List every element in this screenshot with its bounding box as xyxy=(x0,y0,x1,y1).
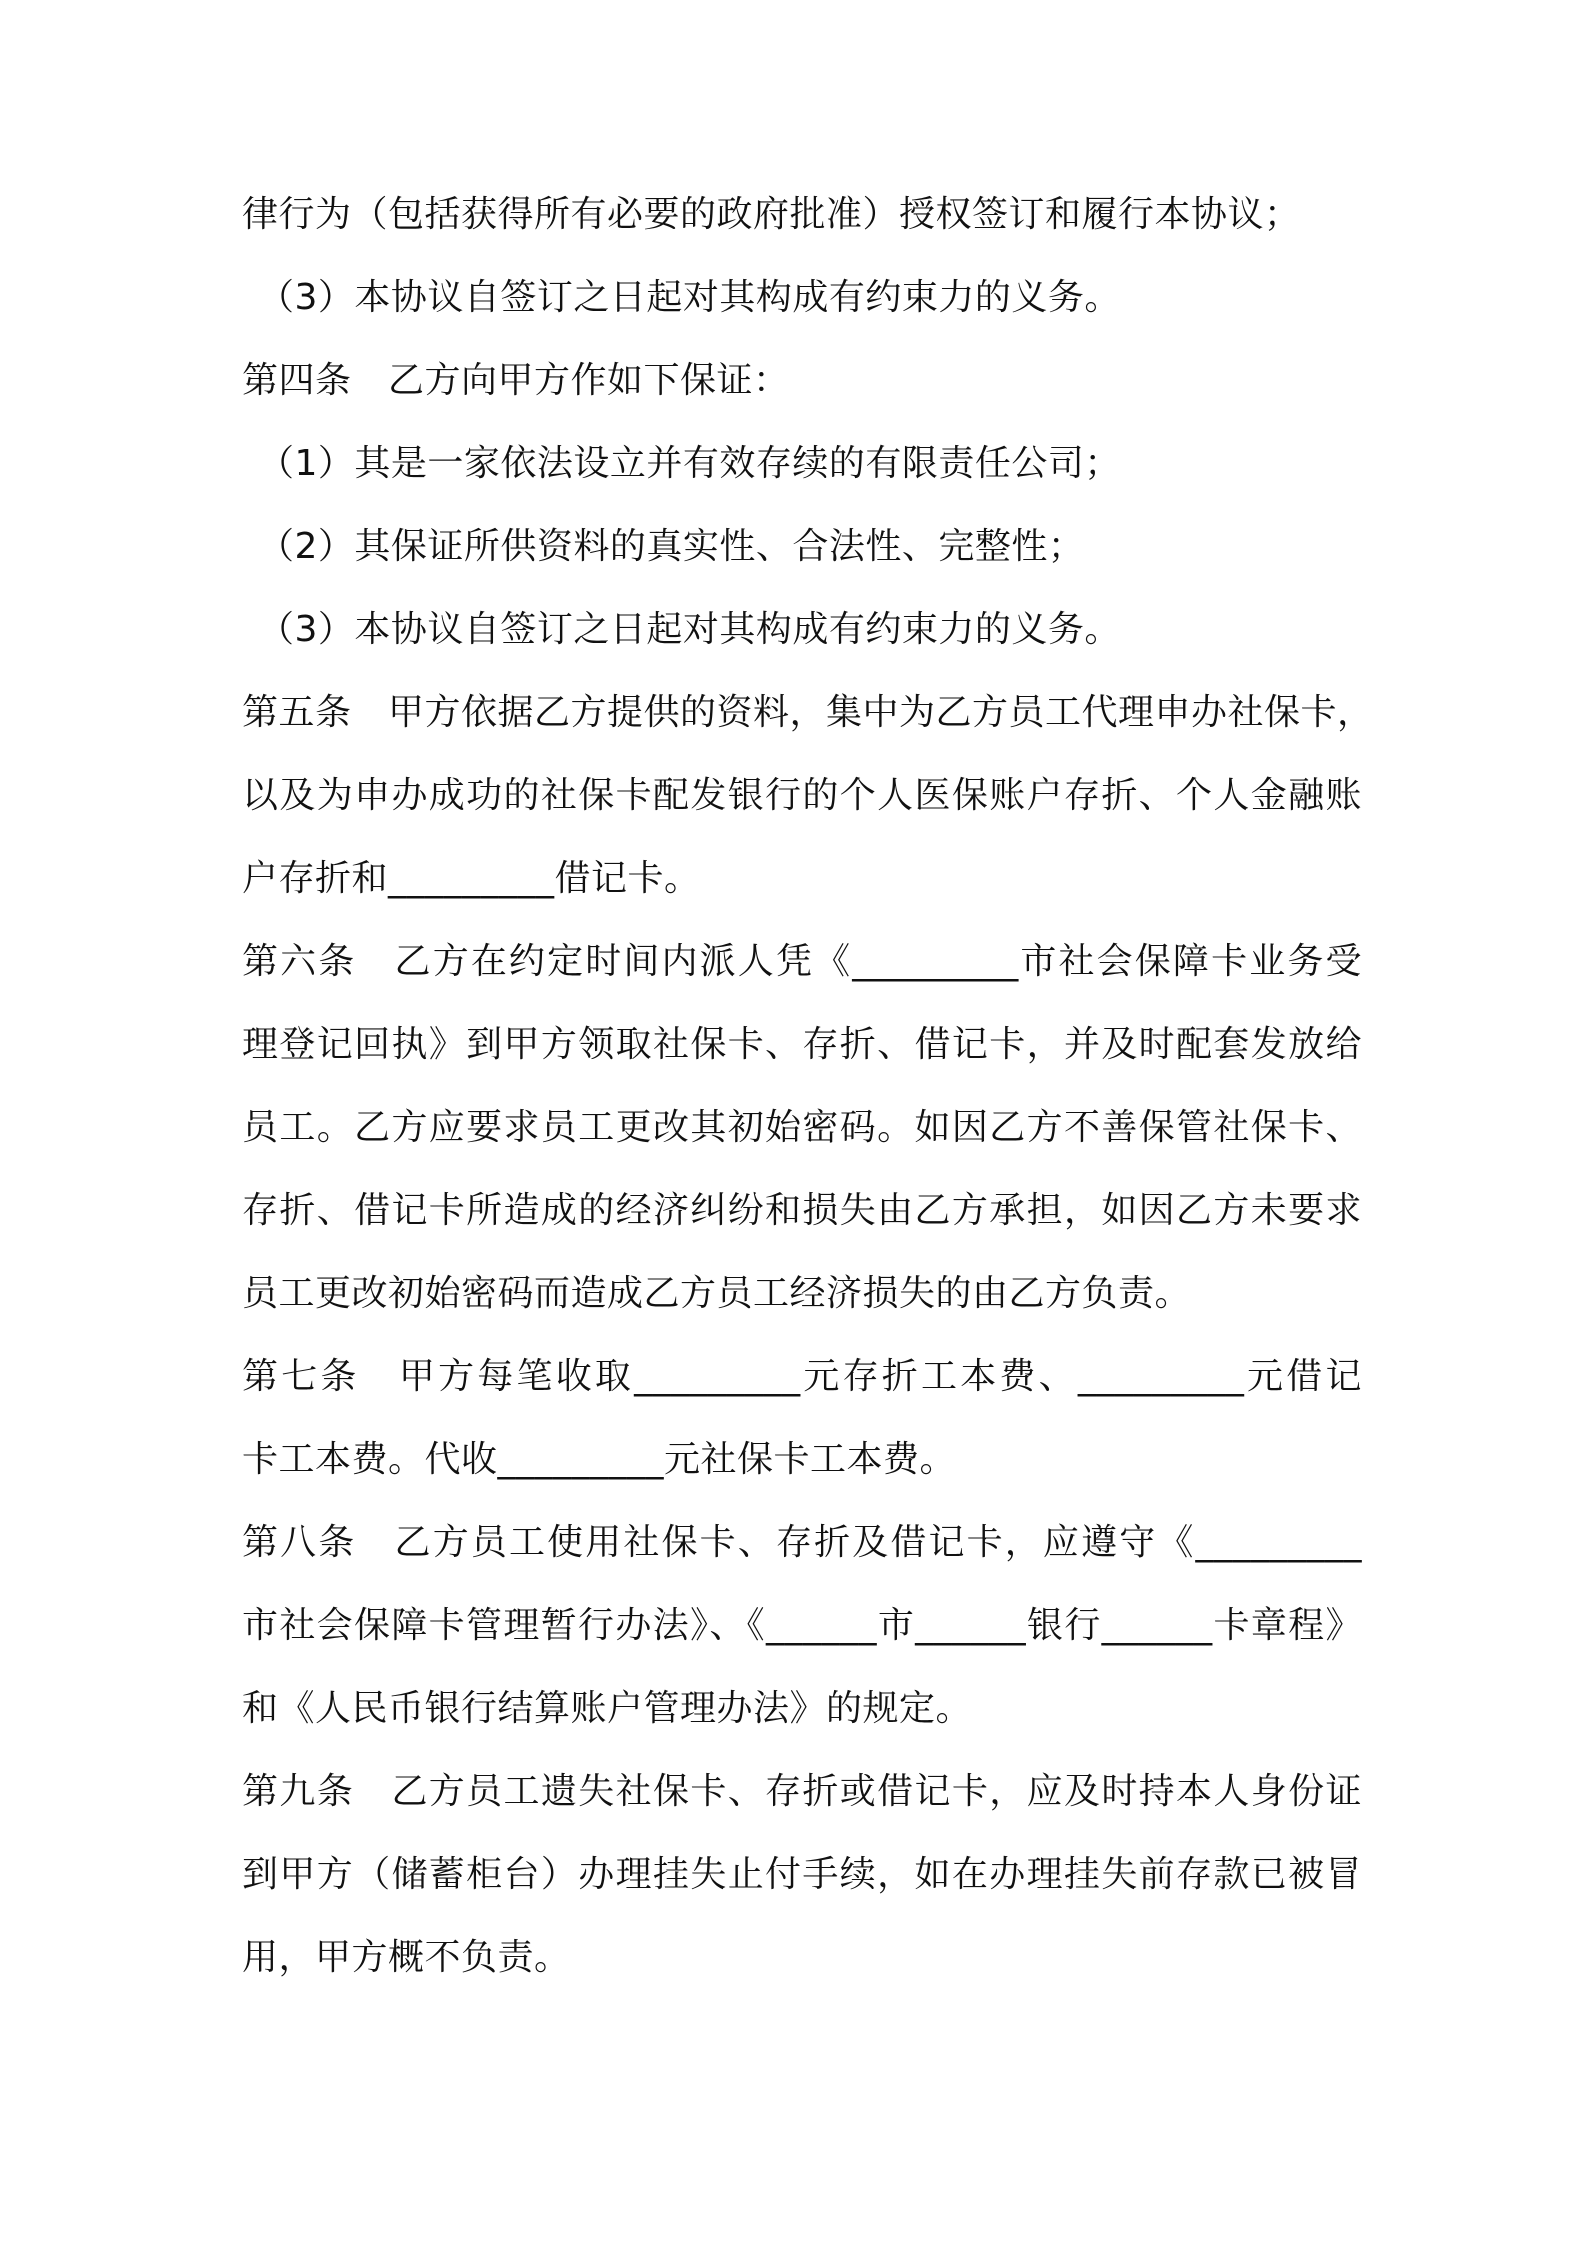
text-line: 理登记回执》到甲方领取社保卡、存折、借记卡，并及时配套发放给 xyxy=(242,1024,1362,1065)
article-heading-5: 第五条 甲方依据乙方提供的资料，集中为乙方员工代理申办社保卡， xyxy=(242,692,1374,733)
text-line: 员工。乙方应要求员工更改其初始密码。如因乙方不善保管社保卡、 xyxy=(242,1107,1362,1148)
article-heading-4: 第四条 乙方向甲方作如下保证： xyxy=(242,360,790,401)
text-line: 到甲方（储蓄柜台）办理挂失止付手续，如在办理挂失前存款已被冒 xyxy=(242,1854,1362,1895)
text-line: 市社会保障卡管理暂行办法》、《______市______银行______卡章程》 xyxy=(242,1605,1362,1646)
text-line: 律行为（包括获得所有必要的政府批准）授权签订和履行本协议； xyxy=(242,194,1301,235)
article-heading-6: 第六条 乙方在约定时间内派人凭《_________市社会保障卡业务受 xyxy=(242,941,1362,982)
article-heading-8: 第八条 乙方员工使用社保卡、存折及借记卡，应遵守《_________ xyxy=(242,1522,1362,1563)
article-heading-9: 第九条 乙方员工遗失社保卡、存折或借记卡，应及时持本人身份证 xyxy=(242,1771,1362,1812)
text-line: （3）本协议自签订之日起对其构成有约束力的义务。 xyxy=(258,277,1121,318)
text-line: （3）本协议自签订之日起对其构成有约束力的义务。 xyxy=(258,609,1121,650)
text-line: 存折、借记卡所造成的经济纠纷和损失由乙方承担，如因乙方未要求 xyxy=(242,1190,1362,1231)
text-line: （2）其保证所供资料的真实性、合法性、完整性； xyxy=(258,526,1085,567)
text-line: 户存折和_________借记卡。 xyxy=(242,858,701,899)
text-line: 卡工本费。代收_________元社保卡工本费。 xyxy=(242,1439,957,1480)
text-line: （1）其是一家依法设立并有效存续的有限责任公司； xyxy=(258,443,1121,484)
text-line: 以及为申办成功的社保卡配发银行的个人医保账户存折、个人金融账 xyxy=(242,775,1362,816)
text-line: 用，甲方概不负责。 xyxy=(242,1937,571,1978)
text-line: 和《人民币银行结算账户管理办法》的规定。 xyxy=(242,1688,973,1729)
text-line: 员工更改初始密码而造成乙方员工经济损失的由乙方负责。 xyxy=(242,1273,1192,1314)
article-heading-7: 第七条 甲方每笔收取_________元存折工本费、_________元借记 xyxy=(242,1356,1362,1397)
